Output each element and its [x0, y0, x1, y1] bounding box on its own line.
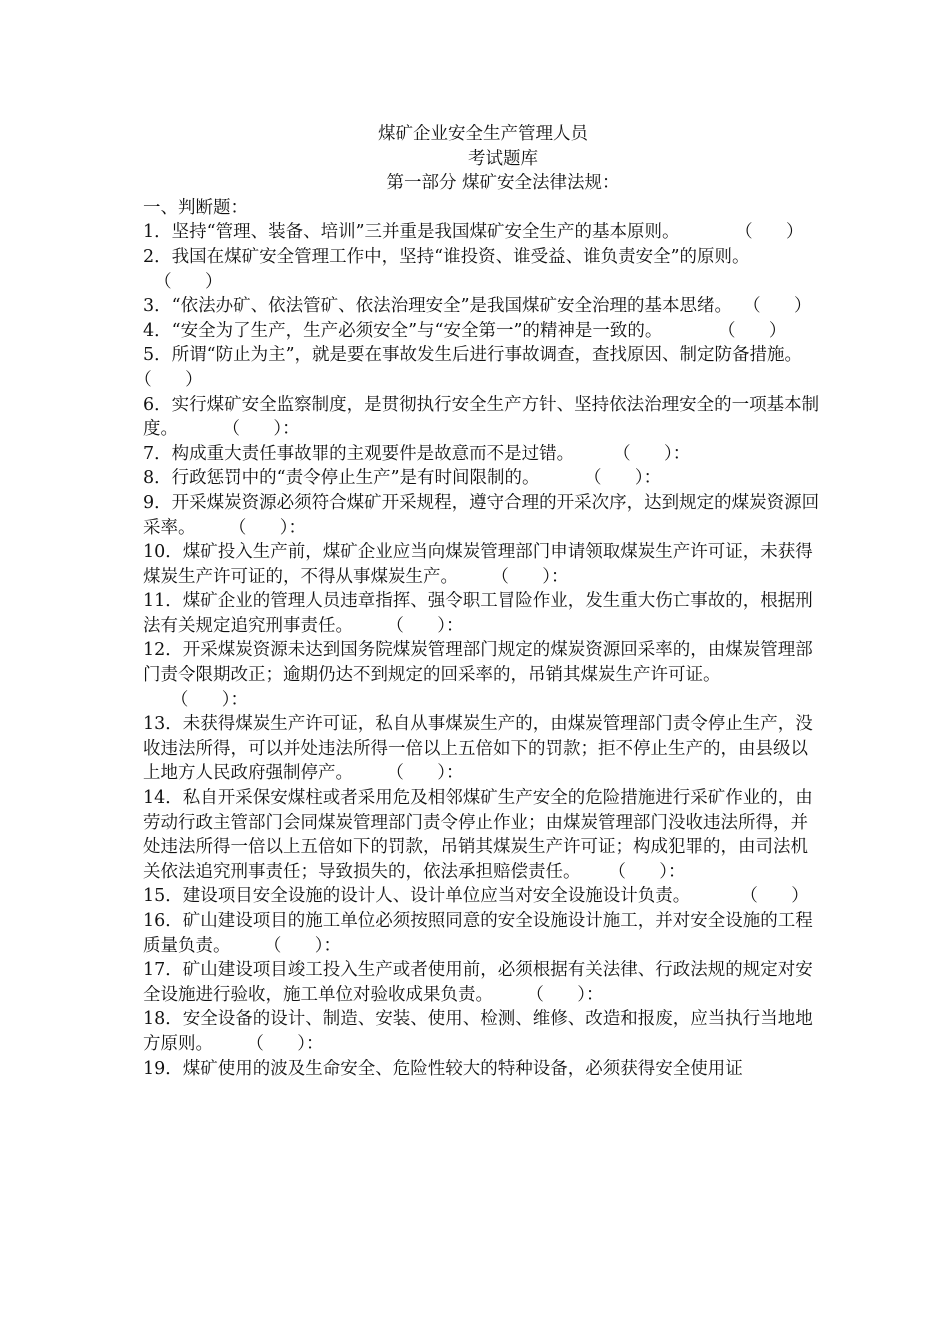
question-text: 4．“安全为了生产，生产必须安全”与“安全第一”的精神是一致的。 [143, 320, 663, 341]
question-text: 2．我国在煤矿安全管理工作中，坚持“谁投资、谁受益、谁负责安全”的原则。 [143, 246, 750, 267]
answer-blank: （ ） [143, 369, 203, 390]
answer-blank: （ ）： [539, 468, 662, 489]
question-text: 15．建设项目安全设施的设计人、设计单位应当对安全设施设计负责。 [143, 886, 691, 907]
question-text: 14．私自开采保安煤柱或者采用危及相邻煤矿生产安全的危险措施进行采矿作业的，由劳动行政主管部门会同煤炭管理部门责令停止作业；由煤炭管理部门没收违法所得，并处违法所得一倍以上五倍如下的罚款，吊销其煤炭生产许可证；构成犯罪的，由司法机关依法追究刑事责任；导致损失的，依法承担赔偿责任。 [143, 788, 813, 882]
part-heading: 第一部分 煤矿安全法律法规： [386, 173, 620, 194]
question-text: 19．煤矿使用的波及生命安全、危险性较大的特种设备，必须获得安全使用证 [143, 1058, 743, 1079]
question-text: 13．未获得煤炭生产许可证，私自从事煤炭生产的，由煤炭管理部门责令停止生产，没收违法所得，可以并处违法所得一倍以上五倍如下的罚款；拒不停止生产的，由县级以上地方人民政府强制停产。 [143, 714, 813, 784]
section-heading: 一、判断题： [143, 197, 248, 218]
answer-blank: （ ） [679, 222, 804, 243]
question-item [143, 1057, 823, 1082]
answer-blank: （ ）： [178, 419, 300, 440]
answer-blank: （ ）： [574, 443, 691, 464]
answer-blank: （ ） [662, 320, 787, 341]
question-text: 17．矿山建设项目竣工投入生产或者使用前，必须根据有关法律、行政法规的规定对安全设施进行验收，施工单位对验收成果负责。 [143, 960, 813, 1005]
question-item [143, 540, 823, 589]
question-item [143, 712, 823, 786]
answer-blank: （ ）： [580, 861, 686, 882]
question-text: 6．实行煤矿安全监察制度，是贯彻执行安全生产方针、坚持依法治理安全的一项基本制度。 [143, 394, 820, 440]
answer-blank: （ ）： [230, 935, 342, 956]
answer-blank: （ ）： [143, 689, 248, 710]
question-item [143, 638, 823, 712]
question-item [143, 319, 823, 344]
question-item [143, 466, 823, 491]
question-text: 11．煤矿企业的管理人员违章指挥、强令职工冒险作业，发生重大伤亡事故的，根据刑法有关规定追究刑事责任。 [143, 591, 813, 636]
question-text: 7．构成重大责任事故罪的主观要件是故意而不是过错。 [143, 443, 575, 464]
question-text: 1．坚持“管理、装备、培训”三并重是我国煤矿安全生产的基本原则。 [143, 222, 680, 243]
answer-blank: （ ）： [195, 517, 307, 538]
question-item [143, 909, 823, 958]
answer-blank: （ ）： [493, 984, 604, 1005]
question-item [143, 958, 823, 1007]
question-item [143, 343, 823, 392]
answer-blank: （ ）： [353, 763, 464, 784]
question-text: 12．开采煤炭资源未达到国务院煤炭管理部门规定的煤炭资源回采率的，由煤炭管理部门责令限期改正；逾期仍达不到规定的回采率的，吊销其煤炭生产许可证。 [143, 640, 813, 686]
question-item [143, 294, 823, 319]
answer-blank: （ ）： [353, 615, 464, 636]
question-item [143, 884, 823, 909]
question-text: 9．开采煤炭资源必须符合煤矿开采规程，遵守合理的开采次序，达到规定的煤炭资源回采率。 [143, 492, 820, 538]
question-text: 8．行政惩罚中的“责令停止生产”是有时间限制的。 [143, 468, 540, 489]
question-text: 10．煤矿投入生产前，煤矿企业应当向煤炭管理部门申请领取煤炭生产许可证，未获得煤炭生产许可证的，不得从事煤炭生产。 [143, 542, 813, 587]
question-text: 16．矿山建设项目的施工单位必须按照同意的安全设施设计施工，并对安全设施的工程质量负责。 [143, 911, 813, 956]
answer-blank: （ ） [732, 296, 812, 317]
question-text: 5．所谓“防止为主”，就是要在事故发生后进行事故调查，查找原因、制定防备措施。 [143, 345, 803, 366]
document-page [143, 122, 823, 1081]
question-item [143, 245, 823, 294]
question-text: 3．“依法办矿、依法管矿、依法治理安全”是我国煤矿安全治理的基本思绪。 [143, 296, 733, 317]
question-item [143, 442, 823, 467]
answer-blank: （ ）： [213, 1033, 324, 1054]
document-title: 煤矿企业安全生产管理人员 [378, 124, 588, 144]
question-item [143, 589, 823, 638]
question-item [143, 220, 823, 245]
answer-blank: （ ） [690, 886, 809, 907]
answer-blank: （ ）： [458, 566, 569, 587]
answer-blank: （ ） [143, 271, 223, 292]
question-item [143, 786, 823, 884]
question-list [143, 220, 823, 1081]
document-subtitle: 考试题库 [468, 148, 538, 169]
question-item [143, 1007, 823, 1056]
question-item [143, 393, 823, 442]
question-item [143, 491, 823, 540]
question-text: 18．安全设备的设计、制造、安装、使用、检测、维修、改造和报废，应当执行当地地方原则。 [143, 1009, 813, 1054]
